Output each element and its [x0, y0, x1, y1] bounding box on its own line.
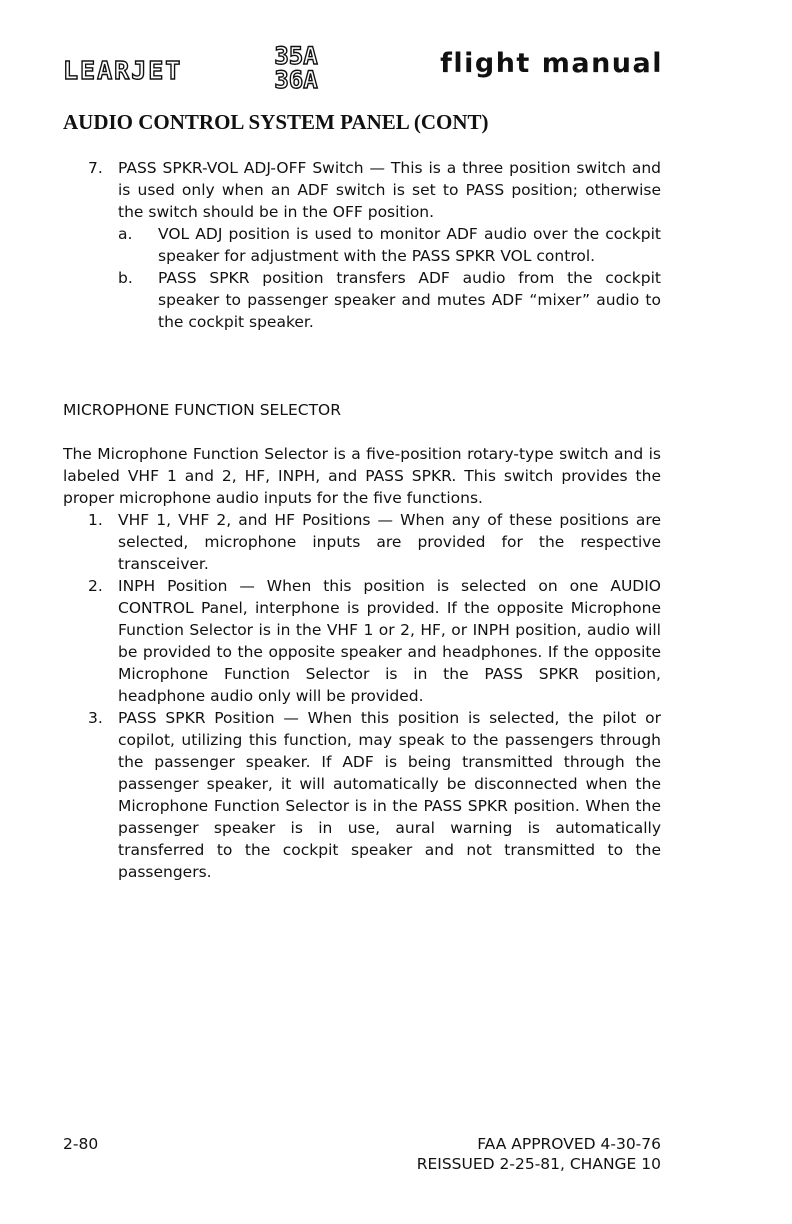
item-number: 1. — [88, 511, 103, 529]
sub-item-letter: b. — [118, 269, 133, 287]
item-number: 7. — [88, 159, 103, 177]
mic-section-heading: MICROPHONE FUNCTION SELECTOR — [63, 401, 342, 419]
model-36a: 36A — [274, 66, 318, 94]
list-item-3 — [63, 707, 661, 883]
page-content — [63, 157, 661, 883]
learjet-logo: LEARJET — [63, 56, 183, 85]
mic-section-intro: The Microphone Function Selector is a five-position rotary-type switch and is labeled VHF 1 and 2, HF, INPH, and PASS SPKR. This switch provides the proper microphone audio inputs for the five functions. — [63, 445, 661, 507]
sub-item-text: PASS SPKR position transfers ADF audio from the cockpit speaker to passenger speaker and mutes ADF “mixer” audio to the cockpit speaker. — [158, 269, 661, 331]
reissue-date: REISSUED 2-25-81, CHANGE 10 — [416, 1155, 661, 1173]
list-item-1 — [63, 509, 661, 575]
item-text: PASS SPKR Position — When this position is selected, the pilot or copilot, utilizing this function, may speak to the passengers through the passenger speaker. If ADF is being transmitted through the passenger speaker, it will automatically be disconnected when the Microphone Function Selector is in the PASS SPKR position. When the passenger speaker is in use, aural warning is automatically transferred to the cockpit speaker and not transmitted to the passengers. — [118, 709, 661, 881]
approval-date: FAA APPROVED 4-30-76 — [477, 1135, 661, 1153]
page-number: 2-80 — [63, 1135, 99, 1153]
list-item-7 — [63, 157, 661, 223]
model-35a: 35A — [274, 42, 318, 70]
model-numbers — [261, 44, 331, 92]
revision-info — [417, 1134, 661, 1174]
item-text: INPH Position — When this position is selected on one AUDIO CONTROL Panel, interphone is provided. If the opposite Microphone Function Selector is in the VHF 1 or 2, HF, or INPH position, audio will be provided to the opposite speaker and headphones. If the opposite Microphone Function Selector is in the PASS SPKR position, headphone audio only will be provided. — [118, 577, 661, 705]
manual-title: flight manual — [440, 48, 663, 79]
sub-item-text: VOL ADJ position is used to monitor ADF audio over the cockpit speaker for adjustment with the PASS SPKR VOL control. — [158, 225, 661, 265]
page-header — [63, 44, 663, 104]
item-text: VHF 1, VHF 2, and HF Positions — When any of these positions are selected, microphone inputs are provided for the respective transceiver. — [118, 511, 661, 573]
item-number: 3. — [88, 709, 103, 727]
sub-item-a — [63, 223, 661, 267]
section-title: AUDIO CONTROL SYSTEM PANEL (CONT) — [63, 110, 489, 134]
sub-item-b — [63, 267, 661, 333]
item-text: PASS SPKR-VOL ADJ-OFF Switch — This is a three position switch and is used only when an ADF switch is set to PASS position; otherwise the switch should be in the OFF position. — [118, 159, 661, 221]
list-item-2 — [63, 575, 661, 707]
sub-item-letter: a. — [118, 225, 133, 243]
item-number: 2. — [88, 577, 103, 595]
